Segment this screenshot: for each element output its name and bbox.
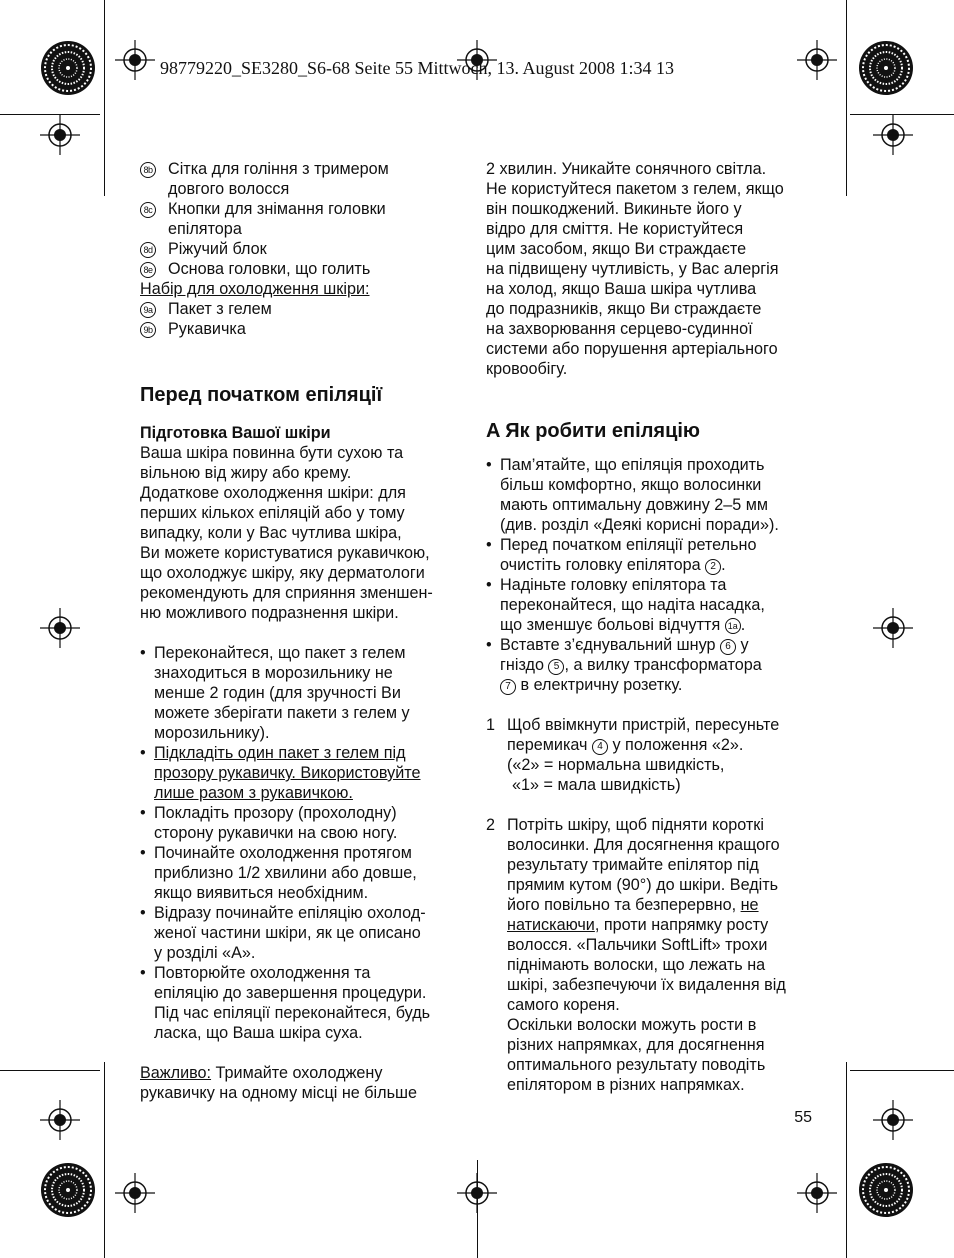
bullet-item (486, 635, 821, 695)
step-line: волосинки. Для досягнення кращого (507, 836, 780, 854)
bullet-line: женої частини шкіри, як це описано (154, 924, 421, 942)
step-line: епілятором в різних напрямках. (507, 1076, 745, 1094)
part-item (140, 159, 470, 179)
registration-mark (873, 1100, 913, 1140)
paragraph-line: ню можливого подразнення шкіри. (140, 604, 399, 622)
bullet-item (140, 743, 470, 803)
step-line: («2» = нормальна швидкість, (507, 756, 725, 774)
paragraph-line: на захворювання серцево-судинної (486, 320, 753, 338)
step-line: піднімають волоски, що лежать на (507, 956, 766, 974)
bullet-line (500, 675, 762, 695)
bullet-line: більш комфортно, якщо волосинки (500, 476, 762, 494)
bullet-line: що зменшує больові відчуття 1a . (500, 616, 746, 634)
step-item (486, 815, 821, 1095)
starburst-mark (859, 41, 913, 95)
bullet-line: (див. розділ «Деякі корисні поради»). (500, 516, 779, 534)
part-number-badge: 4 (592, 739, 608, 755)
bullet-line: прозору рукавичку. Використовуйте (154, 764, 421, 782)
bullet-line: Відразу починайте епіляцію охолод- (154, 904, 426, 922)
bullet-line: переконайтеся, що надіта насадка, (500, 596, 765, 614)
bullet-line: Під час епіляції переконайтеся, будь (154, 1004, 431, 1022)
bullet-dot: • (140, 744, 146, 762)
paragraph-line: Ваша шкіра повинна бути сухою та (140, 444, 404, 462)
text-run: , проти напрямку росту (594, 916, 769, 934)
bullet-line: морозильнику). (154, 724, 270, 742)
registration-mark (797, 40, 837, 80)
subsection-heading: Підготовка Вашої шкіри (140, 424, 331, 442)
bullet-line: у розділі «A». (154, 944, 256, 962)
important-note-cont: рукавичку на одному місці не більше (140, 1084, 418, 1102)
step-number: 2 (486, 816, 496, 834)
bullet-line (500, 655, 762, 675)
registration-mark (873, 608, 913, 648)
registration-mark (40, 608, 80, 648)
paragraph-line: на підвищену чутливість, у Вас алергія (486, 260, 779, 278)
right-column (486, 159, 821, 1095)
text-run: у (740, 636, 749, 654)
starburst-mark (859, 1163, 913, 1217)
step-line: різних напрямках, для досягнення (507, 1036, 765, 1054)
step-line: шкірі, забезпечуючи їх видалення від (507, 976, 786, 994)
paragraph-line: відро для сміття. Не користуйтеся (486, 220, 744, 238)
print-header: 98779220_SE3280_S6-68 Seite 55 Mittwoch, 13. August 2008 1:34 13 (160, 58, 675, 78)
starburst-mark (41, 1163, 95, 1217)
step-line (507, 735, 779, 755)
bullet-dot: • (486, 636, 492, 654)
part-number-badge: 8d (140, 242, 156, 258)
step-item (486, 715, 821, 795)
paragraph-line: він пошкоджений. Викиньте його у (486, 200, 742, 218)
step-line (507, 895, 786, 915)
cooling-set-label: Набір для охолодження шкіри: (140, 280, 370, 298)
continued-paragraph (486, 159, 821, 379)
registration-mark (115, 1173, 155, 1213)
bullet-item (486, 535, 821, 575)
part-label: Кнопки для знімання головки (168, 200, 386, 218)
paragraph-line: 2 хвилин. Уникайте сонячного світла. (486, 160, 767, 178)
part-item (140, 319, 470, 339)
bullet-item (486, 575, 821, 635)
bullet-line: менше 2 годин (для зручності Ви (154, 684, 401, 702)
step-line: самого кореня. (507, 996, 620, 1014)
step-line: Оскільки волоски можуть рости в (507, 1016, 757, 1034)
text-run: Вставте з’єднувальний шнур (500, 636, 716, 654)
step-line: Щоб ввімкнути пристрій, пересуньте (507, 716, 780, 734)
part-number-badge: 9b (140, 322, 156, 338)
bullet-line: Перед початком епіляції ретельно (500, 536, 757, 554)
text-run: що зменшує больові відчуття (500, 616, 721, 634)
section-heading: A Як робити епіляцію (486, 420, 700, 442)
bullet-line: мають оптимальну довжину 2–5 мм (500, 496, 769, 514)
part-number-badge: 6 (720, 639, 736, 655)
registration-mark (40, 115, 80, 155)
text-run: перемикач (507, 736, 588, 754)
bullet-list (140, 643, 470, 1043)
part-label: Ріжучий блок (168, 240, 267, 258)
registration-mark (40, 1100, 80, 1140)
starburst-mark (41, 41, 95, 95)
paragraph-line: Не користуйтеся пакетом з гелем, якщо (486, 180, 784, 198)
paragraph-line: до подразників, якщо Ви страждаєте (486, 300, 762, 318)
bullet-line: Починайте охолодження протягом (154, 844, 412, 862)
part-label: Сітка для гоління з тримером (168, 160, 389, 178)
part-label: Пакет з гелем (168, 300, 272, 318)
step-line: прямим кутом (90°) до шкіри. Ведіть (507, 876, 779, 894)
bullet-line (500, 635, 762, 655)
bullet-item (140, 643, 470, 743)
bullet-item (140, 843, 470, 903)
paragraph-line: що охолоджує шкіру, яку дерматологи (140, 564, 425, 582)
left-column (140, 159, 470, 1103)
bullet-dot: • (140, 964, 146, 982)
part-label: Рукавичка (168, 320, 246, 338)
section-heading: Перед початком епіляції (140, 384, 383, 406)
part-number-badge: 5 (548, 659, 564, 675)
part-label: Основа головки, що голить (168, 260, 371, 278)
part-number-badge: 2 (705, 559, 721, 575)
step-number: 1 (486, 716, 496, 734)
bullet-item (140, 903, 470, 963)
bullet-line: Повторюйте охолодження та (154, 964, 371, 982)
part-label-cont: епілятора (168, 220, 242, 238)
paragraph-line: кровообігу. (486, 360, 568, 378)
bullet-item (140, 963, 470, 1043)
bullet-line: очистіть головку епілятора 2 . (500, 556, 726, 574)
registration-mark (797, 1173, 837, 1213)
registration-mark (115, 40, 155, 80)
part-number-badge: 8b (140, 162, 156, 178)
paragraph-line: випадку, коли у Вас чутлива шкіра, (140, 524, 402, 542)
bullet-dot: • (140, 844, 146, 862)
registration-mark (873, 115, 913, 155)
part-item (140, 259, 470, 279)
step-line: результату тримайте епілятор під (507, 856, 759, 874)
bullet-line: приблизно 1/2 хвилини або довше, (154, 864, 417, 882)
text-run: очистіть головку епілятора (500, 556, 701, 574)
paragraph-line: вільною від жиру або крему. (140, 464, 352, 482)
bullet-line: Пам’ятайте, що епіляція проходить (500, 456, 765, 474)
bullet-line: Надіньте головку епілятора та (500, 576, 727, 594)
bullet-item (486, 455, 821, 535)
part-number-badge: 7 (500, 679, 516, 695)
text-run: в електричну розетку. (520, 676, 683, 694)
paragraph-line: цим засобом, якщо Ви страждаєте (486, 240, 747, 258)
text-run: його повільно та безперервно, (507, 896, 741, 914)
part-item (140, 239, 470, 259)
part-number-badge: 9a (140, 302, 156, 318)
bullet-line: Покладіть прозору (прохолодну) (154, 804, 397, 822)
bullet-line: знаходиться в морозильнику не (154, 664, 393, 682)
step-line: оптимального результату поводіть (507, 1056, 766, 1074)
bullet-dot: • (140, 644, 146, 662)
important-text: Тримайте охолоджену (211, 1064, 383, 1082)
paragraph-line: перших кількох епіляцій або у тому (140, 504, 405, 522)
bullet-dot: • (486, 456, 492, 474)
bullet-dot: • (140, 904, 146, 922)
important-label: Важливо: (140, 1064, 212, 1082)
step-line: Потріть шкіру, щоб підняти короткі (507, 816, 764, 834)
paragraph-line: Ви можете користуватися рукавичкою, (140, 544, 430, 562)
bullet-dot: • (486, 536, 492, 554)
bullet-line: можете зберігати пакети з гелем у (154, 704, 410, 722)
important-note (140, 1063, 470, 1083)
bullet-dot: • (486, 576, 492, 594)
part-number-badge: 8c (140, 202, 156, 218)
paragraph-line: системи або порушення артеріального (486, 340, 778, 358)
bullet-line: епіляцію до завершення процедури. (154, 984, 427, 1002)
paragraph-line: рекомендують для сприяння зменшен- (140, 584, 433, 602)
paragraph-line: на холод, якщо Ваша шкіра чутлива (486, 280, 757, 298)
bullet-line: Переконайтеся, що пакет з гелем (154, 644, 406, 662)
bullet-line: ласка, що Ваша шкіра суха. (154, 1024, 363, 1042)
bullet-line: сторону рукавички на свою ногу. (154, 824, 398, 842)
bullet-dot: • (140, 804, 146, 822)
part-item (140, 299, 470, 319)
bullet-line: лише разом з рукавичкою. (154, 784, 353, 802)
bullet-item (140, 803, 470, 843)
text-run: гніздо (500, 656, 544, 674)
part-label-cont: довгого волосся (168, 180, 290, 198)
step-line: волосся. «Пальчики SoftLift» трохи (507, 936, 768, 954)
bullet-line: Підкладіть один пакет з гелем під (154, 744, 406, 762)
paragraph-line: Додаткове охолодження шкіри: для (140, 484, 406, 502)
part-item (140, 199, 470, 219)
registration-mark (457, 1173, 497, 1213)
bullet-line: якщо виявиться необхідним. (154, 884, 369, 902)
underlined-text: не (740, 896, 759, 914)
page-number: 55 (794, 1109, 812, 1126)
part-number-badge: 8e (140, 262, 156, 278)
step-line: «1» = мала швидкість) (512, 776, 681, 794)
underlined-text: натискаючи (507, 916, 595, 934)
step-line (507, 915, 786, 935)
text-run: у положення «2». (612, 736, 744, 754)
part-number-badge: 1a (725, 618, 741, 634)
text-run: , а вилку трансформатора (564, 656, 762, 674)
